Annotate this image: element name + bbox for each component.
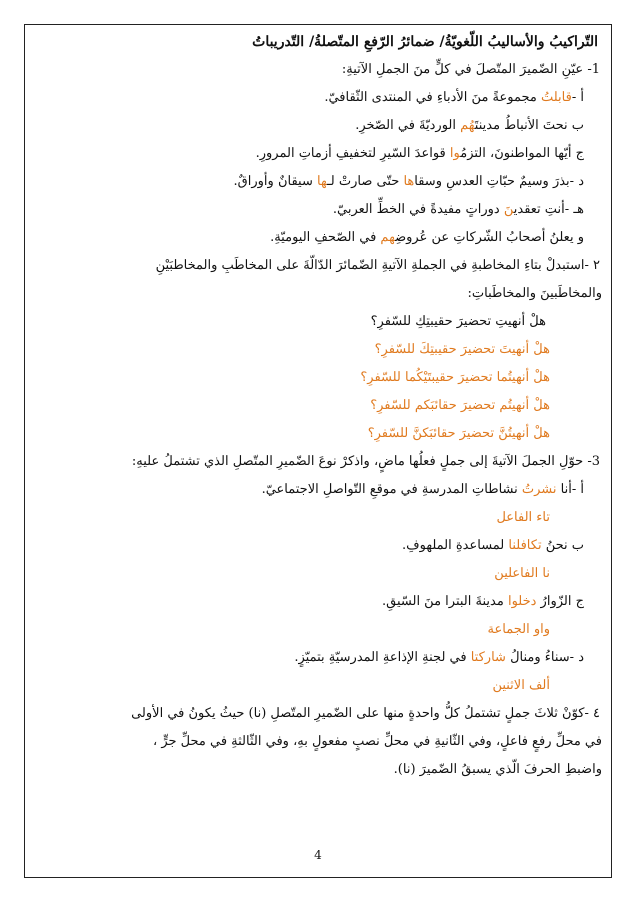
q4-line3: واضبطِ الحرفَ الّذي يسبقُ الضّميرَ (نا). [393,762,602,777]
q3-item-b: ب نحنُ تكافلنا لمساعدةِ الملهوفِ. [402,538,584,553]
q3-answer-b: نا الفاعلين [494,566,550,581]
q3-answer-d: ألف الاثنين [492,678,550,693]
q3-answer-c: واو الجماعة [487,622,550,637]
q2-answer-1: هلْ أنهيتَ تحضيرَ حقيبتِكَ للسّفرِ؟ [374,342,550,357]
q2-answer-4: هلْ أنهيتُنَّ تحضيرَ حقائبَكنَّ للسّفرِ؟ [367,426,550,441]
page-number: 4 [314,848,322,862]
q4-line1: ٤ -كوّنْ ثلاثَ جملٍ تشتملُ كلُّ واحدةٍ منها على الضّميرِ المتّصلِ (نا) حيثُ يكونُ في الأولى [131,706,600,721]
q4-line2: في محلِّ رفعٍ فاعلٍ، وفي الثّانيةِ في محلِّ نصبٍ مفعولٍ بهِ، وفي الثّالثةِ في محلِّ جرٍّ ، [152,734,602,749]
q1-heading: 1- عيّنِ الضّميرَ المتّصلَ في كلٍّ منَ الجملِ الآتيةِ: [341,62,600,77]
q2-answer-2: هلْ أنهيتُما تحضيرَ حقيبتَيْكُما للسّفرِ؟ [360,370,550,385]
page-title: التّراكيبُ والأساليبُ اللّغويّةُ/ ضمائرُ الرّفعِ المتّصلةُ/ التّدريباتُ [252,34,598,50]
q1-item-d: د -بذرَ وسيمٌ حبّاتِ العدسِ وسقاها حتّى صارتْ لـها سيقانٌ وأوراقٌ. [233,174,584,189]
q1-item-f: و يعلنُ أصحابُ الشّركاتِ عن عُروضِهم في الصّحفِ اليوميّةِ. [270,230,584,245]
q2-heading-line1: ٢ -استبدلْ بتاءِ المخاطبةِ في الجملةِ الآتيةِ الضّمائرَ الدّالّةَ على المخاطَبِ والمخاطبَيْنِ [155,258,600,273]
q3-answer-a: تاء الفاعل [496,510,550,525]
q3-item-d: د -سناءُ ومنالُ شاركتا في لجنةِ الإذاعةِ المدرسيّةِ بتميّزٍ. [294,650,584,665]
q1-item-a: أ -قابلتُ مجموعةً منَ الأدباءِ في المنتدى الثّقافيّ. [324,90,584,105]
q2-heading-line2: والمخاطَبينَ والمخاطَباتِ: [467,286,602,301]
q1-item-c: ج أيّها المواطنونَ، التزمُوا قواعدَ السّيرِ لتخفيفِ أزماتِ المرورِ. [255,146,584,161]
q3-heading: 3- حوّلِ الجملَ الآتيةَ إلى جملٍ فعلُها ماضٍ، واذكرْ نوعَ الضّميرِ المتّصلِ الذي تشتملُ عليهِ: [131,454,600,469]
q1-item-e: هـ -أنتِ تعقدينَ دوراتٍ مفيدةً في الخطِّ العربيّ. [332,202,584,217]
q3-item-a: أ -أنا نشرتُ نشاطاتِ المدرسةِ في موقعِ التّواصلِ الاجتماعيّ. [261,482,584,497]
q3-item-c: ج الزّوارُ دخلوا مدينةَ البترا منَ السّيقِ. [381,594,584,609]
q1-item-b: ب نحتَ الأنباطُ مدينتَهُم الورديّةَ في الصّخرِ. [355,118,584,133]
q2-answer-3: هلْ أنهيتُم تحضيرَ حقائبَكم للسّفرِ؟ [370,398,550,413]
q2-sentence: هلْ أنهيتِ تحضيرَ حقيبتِكِ للسّفرِ؟ [370,314,546,329]
document-body [30,28,606,784]
